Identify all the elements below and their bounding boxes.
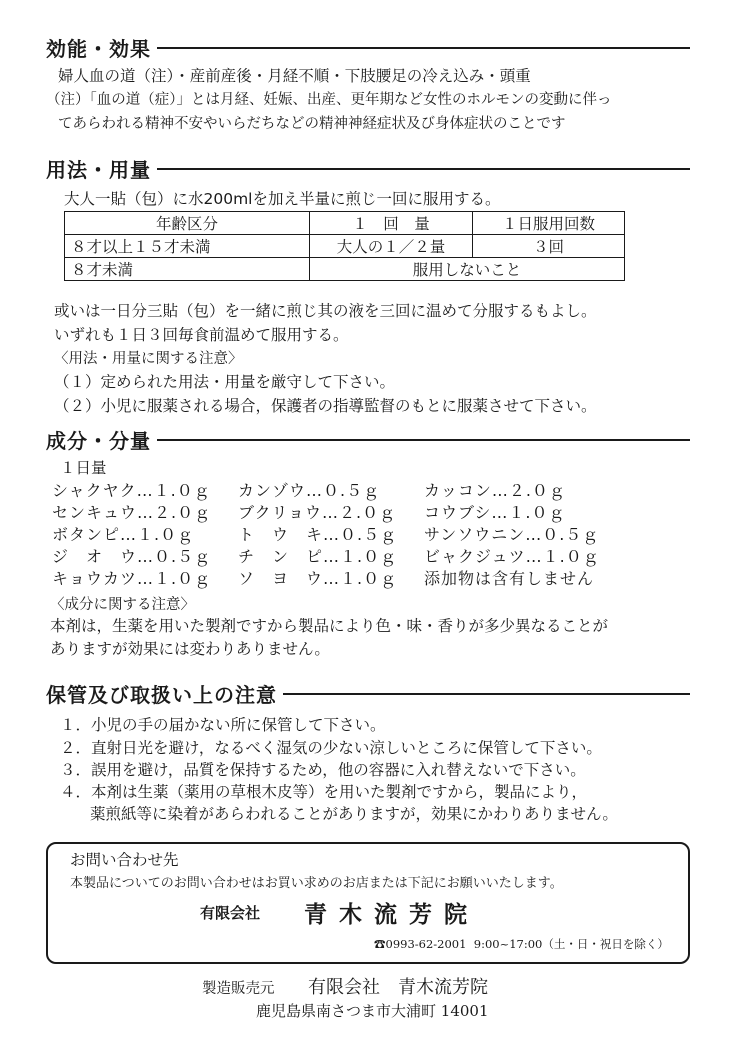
storage-item: ２．直射日光を避け，なるべく湿気の少ない涼しいところに保管して下さい。: [60, 739, 602, 757]
maker-company: 有限会社 青木流芳院: [308, 977, 488, 998]
daily-amount-label: １日量: [60, 459, 107, 477]
company-name: 青 木 流 芳 院: [304, 901, 470, 928]
section-divider: [157, 168, 690, 170]
phone-icon: ☎: [374, 937, 386, 951]
ingredient-item: キョウカツ…１.０ｇ: [52, 569, 212, 588]
effects-section-heading: [46, 33, 690, 62]
effects-title: 効能・効果: [46, 37, 151, 61]
contact-message: 本製品についてのお問い合わせはお買い求めのお店または下記にお願いいたします。: [70, 876, 563, 891]
ingredient-item: カッコン…２.０ｇ: [424, 481, 566, 500]
section-divider: [157, 439, 690, 441]
ingredient-item: カンゾウ…０.５ｇ: [238, 481, 381, 500]
additives-note: 添加物は含有しません: [424, 569, 595, 588]
contact-box: [46, 842, 690, 964]
ingredient-item: コウブシ…１.０ｇ: [424, 503, 566, 522]
ingredients-note-heading: 〈成分に関する注意〉: [50, 597, 195, 613]
storage-item-continued: 薬煎紙等に染着があらわれることがありますが，効果にかわりありません。: [90, 805, 618, 823]
table-cell: ８才以上１５才未満: [65, 235, 310, 258]
ingredients-note: 本剤は，生薬を用いた製剤ですから製品により色・味・香りが多少異なることが: [50, 617, 609, 635]
dosage-note: 〈用法・用量に関する注意〉: [54, 351, 243, 367]
ingredients-note: ありますが効果には変わりありません。: [50, 640, 330, 658]
storage-item: ３．誤用を避け，品質を保持するため，他の容器に入れ替えないで下さい。: [60, 761, 586, 779]
ingredient-item: ブクリョウ…２.０ｇ: [238, 503, 397, 522]
ingredient-item: ボタンピ…１.０ｇ: [52, 525, 195, 544]
table-header-cell: 年齢区分: [65, 212, 310, 235]
storage-title: 保管及び取扱い上の注意: [46, 683, 277, 707]
section-divider: [157, 47, 690, 49]
table-row: [65, 258, 625, 281]
table-cell: ３回: [473, 235, 625, 258]
effects-line: てあらわれる精神不安やいらだちなどの精神神経症状及び身体症状のことです: [58, 116, 566, 132]
ingredient-item: シャクヤク…１.０ｇ: [52, 481, 211, 500]
ingredient-item: サンソウニン…０.５ｇ: [424, 525, 600, 544]
table-row: [65, 235, 625, 258]
ingredient-item: ビャクジュツ…１.０ｇ: [424, 547, 600, 566]
dosage-note: （２）小児に服薬される場合，保護者の指導監督のもとに服薬させて下さい。: [54, 397, 597, 415]
table-cell: 大人の１／２量: [310, 235, 473, 258]
effects-line: 婦人血の道（注）・産前産後・月経不順・下肢腰足の冷え込み・頭重: [58, 67, 531, 85]
ingredients-title: 成分・分量: [46, 429, 151, 453]
ingredients-section-heading: [46, 425, 690, 454]
maker-address: 鹿児島県南さつま市大浦町 14001: [256, 1002, 489, 1020]
table-cell: 服用しないこと: [310, 258, 625, 281]
ingredient-item: センキュウ…２.０ｇ: [52, 503, 212, 522]
ingredient-item: ジ オ ウ…０.５ｇ: [52, 547, 212, 566]
contact-heading: お問い合わせ先: [70, 851, 179, 869]
dosage-table: [64, 211, 625, 281]
ingredient-item: チ ン ピ…１.０ｇ: [238, 547, 398, 566]
dosage-note: 或いは一日分三貼（包）を一緒に煎じ其の液を三回に温めて分服するもよし。: [54, 302, 597, 320]
table-cell: ８才未満: [65, 258, 310, 281]
company-type: 有限会社: [200, 904, 261, 922]
storage-item: ４．本剤は生薬（薬用の草根木皮等）を用いた製剤ですから，製品により，: [60, 783, 588, 801]
section-divider: [283, 693, 690, 695]
dosage-title: 用法・用量: [46, 158, 151, 182]
ingredient-item: ト ウ キ…０.５ｇ: [238, 525, 398, 544]
table-header-cell: １日服用回数: [473, 212, 625, 235]
dosage-note: いずれも１日３回毎食前温めて服用する。: [54, 326, 349, 344]
dosage-intro: 大人一貼（包）に水200mlを加え半量に煎じ一回に服用する。: [64, 190, 501, 208]
table-header-row: [65, 212, 625, 235]
maker-label: 製造販売元: [202, 981, 275, 997]
storage-section-heading: [46, 679, 690, 708]
contact-phone-line: [374, 936, 669, 952]
storage-item: １．小児の手の届かない所に保管して下さい。: [60, 716, 386, 734]
table-header-cell: １ 回 量: [310, 212, 473, 235]
dosage-section-heading: [46, 154, 690, 183]
business-hours: 9:00~17:00（土・日・祝日を除く）: [473, 937, 669, 951]
effects-line: （注）「血の道（症）」とは月経、妊娠、出産、更年期など女性のホルモンの変動に伴っ: [46, 92, 612, 108]
phone-number: 0993-62-2001: [385, 937, 467, 951]
ingredient-item: ソ ヨ ウ…１.０ｇ: [238, 569, 398, 588]
dosage-note: （１）定められた用法・用量を厳守して下さい。: [54, 373, 396, 391]
